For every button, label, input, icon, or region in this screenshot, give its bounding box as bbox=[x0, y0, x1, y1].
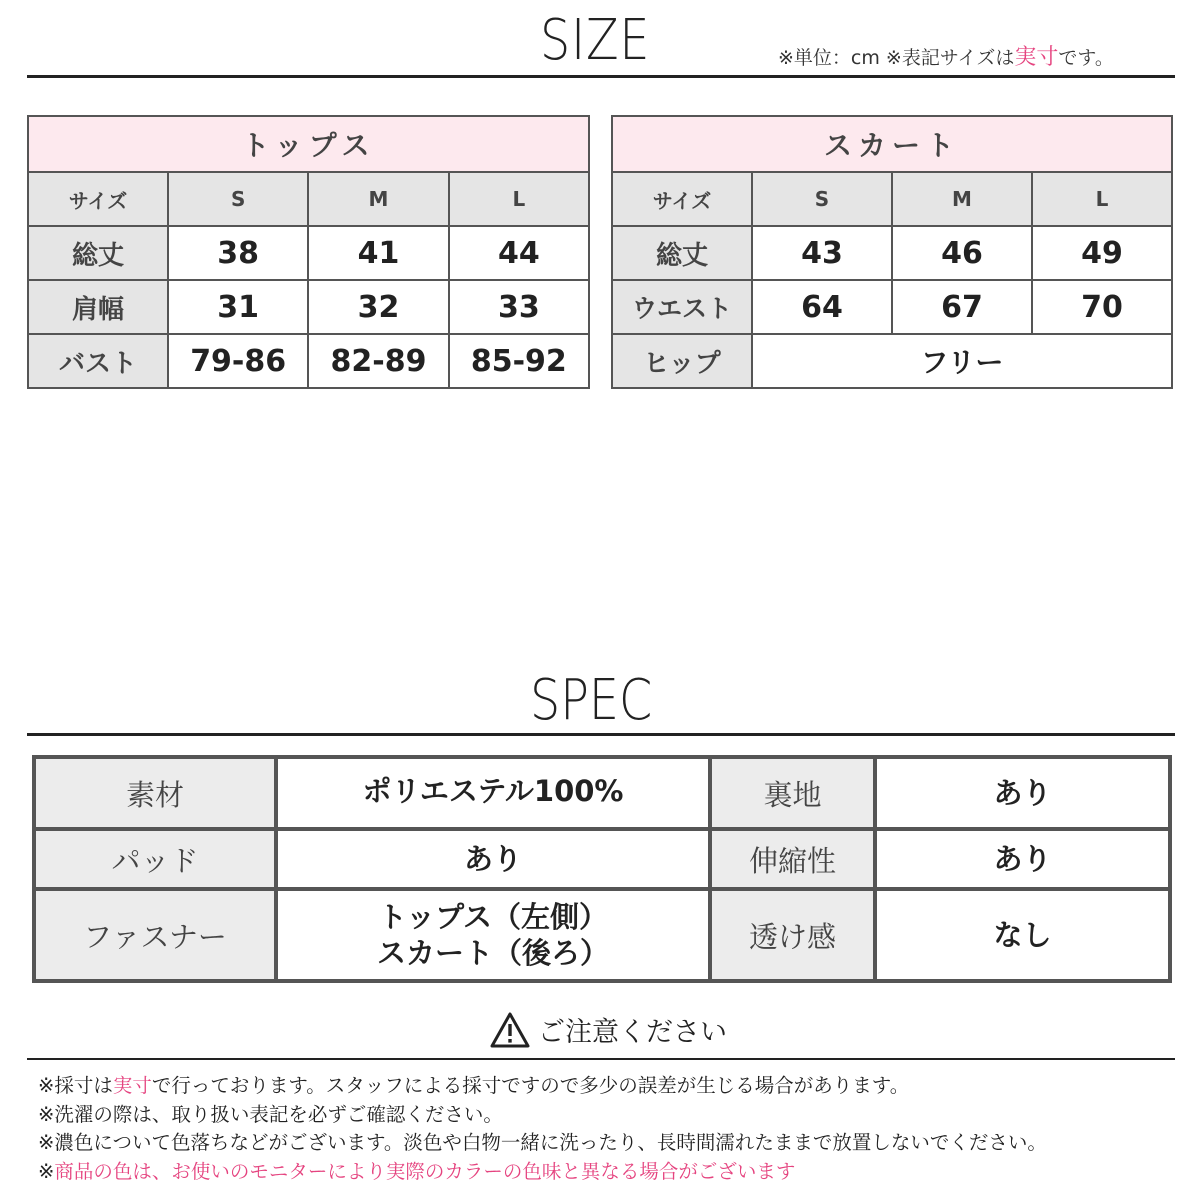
spec-section-title: SPEC bbox=[530, 668, 653, 733]
skirt-hip-free: フリー bbox=[752, 334, 1172, 388]
tops-shoulder-s: 31 bbox=[168, 280, 308, 334]
tops-col-s: S bbox=[168, 172, 308, 226]
spec-value-lining: あり bbox=[877, 759, 1168, 827]
spec-value-zipper bbox=[278, 891, 708, 979]
skirt-table-title: スカート bbox=[612, 116, 1172, 172]
spec-label-pad: パッド bbox=[36, 831, 274, 887]
tops-length-s: 38 bbox=[168, 226, 308, 280]
tops-row-label-bust: バスト bbox=[28, 334, 168, 388]
note-dark-colors: ※濃色について色落ちなどがございます。淡色や白物一緒に洗ったり、長時間濡れたままで放置しないでください。 bbox=[38, 1131, 1047, 1154]
tops-length-m: 41 bbox=[308, 226, 448, 280]
skirt-waist-s: 64 bbox=[752, 280, 892, 334]
caution-heading bbox=[490, 1010, 727, 1049]
tops-bust-l: 85-92 bbox=[449, 334, 589, 388]
spec-label-stretch: 伸縮性 bbox=[712, 831, 873, 887]
tops-col-l: L bbox=[449, 172, 589, 226]
tops-col-m: M bbox=[308, 172, 448, 226]
warning-icon bbox=[490, 1012, 530, 1048]
unit-note-suffix: です。 bbox=[1058, 47, 1114, 69]
spec-value-zipper-line2: スカート（後ろ） bbox=[376, 936, 609, 970]
tops-length-l: 44 bbox=[449, 226, 589, 280]
tops-shoulder-l: 33 bbox=[449, 280, 589, 334]
spec-divider bbox=[27, 733, 1175, 736]
tops-row-label-shoulder: 肩幅 bbox=[28, 280, 168, 334]
unit-note-prefix: ※単位：cm ※表記サイズは bbox=[778, 47, 1015, 69]
skirt-col-s: S bbox=[752, 172, 892, 226]
skirt-col-size: サイズ bbox=[612, 172, 752, 226]
spec-value-pad: あり bbox=[278, 831, 708, 887]
tops-shoulder-m: 32 bbox=[308, 280, 448, 334]
skirt-size-table bbox=[611, 115, 1173, 389]
note-measurement-highlight: 実寸 bbox=[112, 1074, 152, 1097]
spec-label-lining: 裏地 bbox=[712, 759, 873, 827]
spec-value-zipper-line1: トップス（左側） bbox=[378, 900, 608, 934]
tops-row-label-length: 総丈 bbox=[28, 226, 168, 280]
unit-note-highlight: 実寸 bbox=[1014, 45, 1059, 70]
size-section-title: SIZE bbox=[540, 8, 651, 73]
tops-table-title: トップス bbox=[28, 116, 589, 172]
skirt-length-l: 49 bbox=[1032, 226, 1172, 280]
caution-title: ご注意ください bbox=[538, 1017, 727, 1048]
tops-size-table bbox=[27, 115, 590, 389]
spec-value-sheerness: なし bbox=[877, 891, 1168, 979]
tops-col-size: サイズ bbox=[28, 172, 168, 226]
spec-value-material: ポリエステル100% bbox=[278, 759, 708, 827]
skirt-col-m: M bbox=[892, 172, 1032, 226]
note-monitor-color bbox=[38, 1158, 1047, 1187]
caution-divider bbox=[27, 1058, 1175, 1060]
spec-label-sheerness: 透け感 bbox=[712, 891, 873, 979]
note-monitor-mark: ※ bbox=[38, 1159, 55, 1183]
tops-bust-m: 82-89 bbox=[308, 334, 448, 388]
unit-note bbox=[778, 40, 1114, 71]
tops-bust-s: 79-86 bbox=[168, 334, 308, 388]
skirt-col-l: L bbox=[1032, 172, 1172, 226]
skirt-row-label-hip: ヒップ bbox=[612, 334, 752, 388]
skirt-waist-l: 70 bbox=[1032, 280, 1172, 334]
skirt-row-label-length: 総丈 bbox=[612, 226, 752, 280]
caution-notes bbox=[38, 1072, 1047, 1186]
skirt-length-s: 43 bbox=[752, 226, 892, 280]
skirt-length-m: 46 bbox=[892, 226, 1032, 280]
skirt-row-label-waist: ウエスト bbox=[612, 280, 752, 334]
note-measurement-prefix: ※採寸は bbox=[38, 1074, 113, 1097]
spec-label-zipper: ファスナー bbox=[36, 891, 274, 979]
spec-table bbox=[32, 755, 1172, 983]
size-divider bbox=[27, 75, 1175, 78]
note-monitor-text: 商品の色は、お使いのモニターにより実際のカラーの色味と異なる場合がございます bbox=[54, 1159, 796, 1183]
note-measurement bbox=[38, 1072, 1047, 1101]
spec-label-material: 素材 bbox=[36, 759, 274, 827]
note-washing: ※洗濯の際は、取り扱い表記を必ずご確認ください。 bbox=[38, 1102, 503, 1126]
skirt-waist-m: 67 bbox=[892, 280, 1032, 334]
note-measurement-suffix: で行っております。スタッフによる採寸ですので多少の誤差が生じる場合があります。 bbox=[151, 1074, 910, 1097]
spec-value-stretch: あり bbox=[877, 831, 1168, 887]
